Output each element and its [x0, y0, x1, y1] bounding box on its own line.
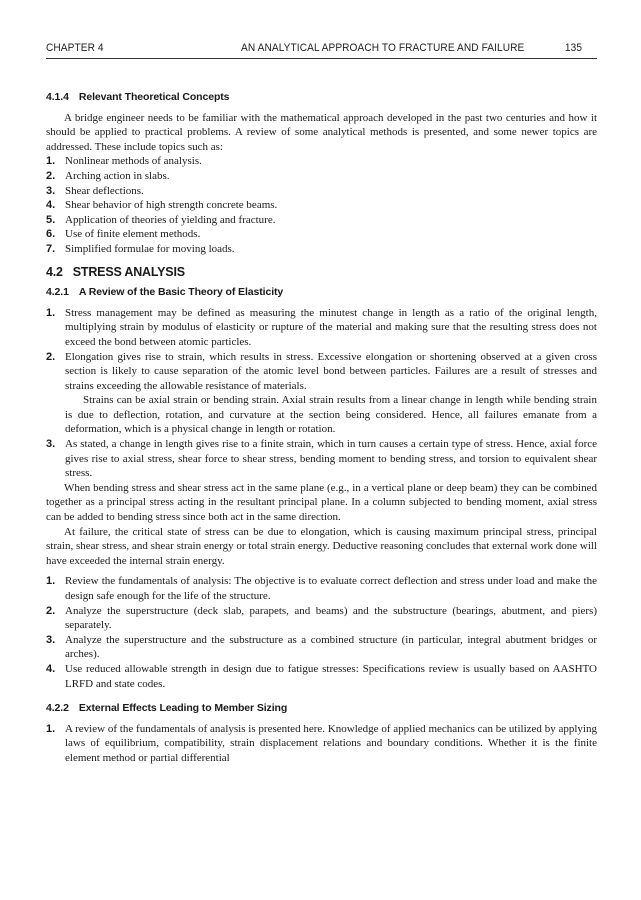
list-item: 3. Shear deflections.	[46, 184, 144, 197]
analysis-steps-list	[46, 574, 597, 691]
chapter-title: AN ANALYTICAL APPROACH TO FRACTURE AND FAILURE	[241, 42, 525, 54]
list-item: 1. Stress management may be defined as measuring the minutest change in length as a ratio of the original length, multiplying strain by modulus of elasticity or rupture of the material and making sure that the resulting stress does not exceed the bond between atomic particles.	[46, 306, 597, 348]
paragraph: Elongation gives rise to strain, which results in stress. Excessive elongation or shortening observed at a given cross section is likely to cause separation of the atomic level bond between particles. Failures are a result of stresses and strains exceeding the allowable resistance of materials.	[65, 350, 597, 392]
list-item: 1. Nonlinear methods of analysis.	[46, 155, 202, 168]
section-heading-4-1-4	[46, 90, 597, 105]
section-title: External Effects Leading to Member Sizing	[78, 702, 288, 715]
section-heading-4-2-1	[46, 285, 597, 300]
list-item: 6. Use of finite element methods.	[46, 228, 201, 241]
list-item: 2. Analyze the superstructure (deck slab, parapets, and beams) and the substructure (bearings, abutment, and piers) separately.	[46, 604, 597, 632]
section-number: 4.2.1	[46, 286, 69, 299]
topic-list	[46, 154, 597, 256]
list-item: 1. Review the fundamentals of analysis: The objective is to evaluate correct deflection and stress under load and make the design safe enough for the life of the structure.	[46, 575, 597, 602]
section-number: 4.2.2	[46, 702, 69, 715]
list-item: 5. Application of theories of yielding and fracture.	[46, 213, 276, 226]
section-title: STRESS ANALYSIS	[72, 264, 185, 279]
member-sizing-list	[46, 722, 597, 766]
header-rule	[46, 58, 597, 59]
chapter-label: CHAPTER 4	[46, 42, 104, 54]
elasticity-list	[46, 306, 597, 481]
section-number: 4.2	[46, 264, 63, 279]
list-item: 2. Arching action in slabs.	[46, 169, 170, 182]
list-item: 4. Shear behavior of high strength concrete beams.	[46, 199, 278, 212]
section-title: A Review of the Basic Theory of Elasticity	[78, 286, 284, 299]
section-heading-4-2-2	[46, 701, 597, 716]
list-item: 1. A review of the fundamentals of analysis is presented here. Knowledge of applied mechanics can be utilized by applying laws of equilibrium, compatibility, strain displacement relations and boundary conditions. Whether it is the finite element method or partial differential	[46, 722, 597, 764]
list-item: 3. As stated, a change in length gives rise to a finite strain, which in turn causes a certain type of stress. Hence, axial force gives rise to axial stress, shear force to shear stress, bending moment to bending stress, and torsion to equivalent shear stress.	[46, 438, 597, 480]
list-item: 2. Elongation gives rise to strain, which results in stress. Excessive elongation or shortening observed at a given cross section is likely to cause separation of the atomic level bond between particles. Failures are a result of stresses and strains exceeding the allowable resistance of materials. Strains can be axial strain or bending strain. Axial strain results from a linear change in length while bending strain is due to deflection, rotation, and curvature at the section being considered. Hence, all failures emanate from a deformation, which is a physical change in length or rotation.	[46, 350, 597, 436]
section-number: 4.1.4	[46, 91, 69, 103]
list-item: 3. Analyze the superstructure and the substructure as a combined structure (in particular, integral abutment bridges or arches).	[46, 633, 597, 661]
list-item: 4. Use reduced allowable strength in design due to fatigue stresses: Specifications review is usually based on AASHTO LRFD and state codes.	[46, 662, 597, 690]
list-item: 7. Simplified formulae for moving loads.	[46, 242, 235, 255]
section-heading-4-2	[46, 265, 597, 280]
page-body	[46, 90, 597, 766]
paragraph: A bridge engineer needs to be familiar with the mathematical approach developed in the past two centuries and how it should be applied to practical problems. A review of some analytical methods is presented, and some newer topics are addressed. These include topics such as:	[46, 111, 597, 153]
running-header	[46, 42, 599, 56]
section-title: Relevant Theoretical Concepts	[78, 91, 230, 103]
paragraph: At failure, the critical state of stress can be due to elongation, which is causing maximum principal stress, principal strain, shear stress, and shear strain energy or total strain energy. Deductive reasoning concludes that external work done will have exceeded the internal strain energy.	[46, 525, 597, 567]
page-number: 135	[564, 42, 583, 54]
paragraph: Strains can be axial strain or bending strain. Axial strain results from a linear change in length while bending strain is due to deflection, rotation, and curvature at the section being considered. Hence, all failures emanate from a deformation, which is a physical change in length or rotation.	[65, 394, 597, 436]
paragraph: When bending stress and shear stress act in the same plane (e.g., in a vertical plane or deep beam) they can be combined together as a principal stress acting in the resultant principal plane. In a column subjected to bending moment, axial stress can be added to bending stress since both act in the same direction.	[46, 481, 597, 524]
